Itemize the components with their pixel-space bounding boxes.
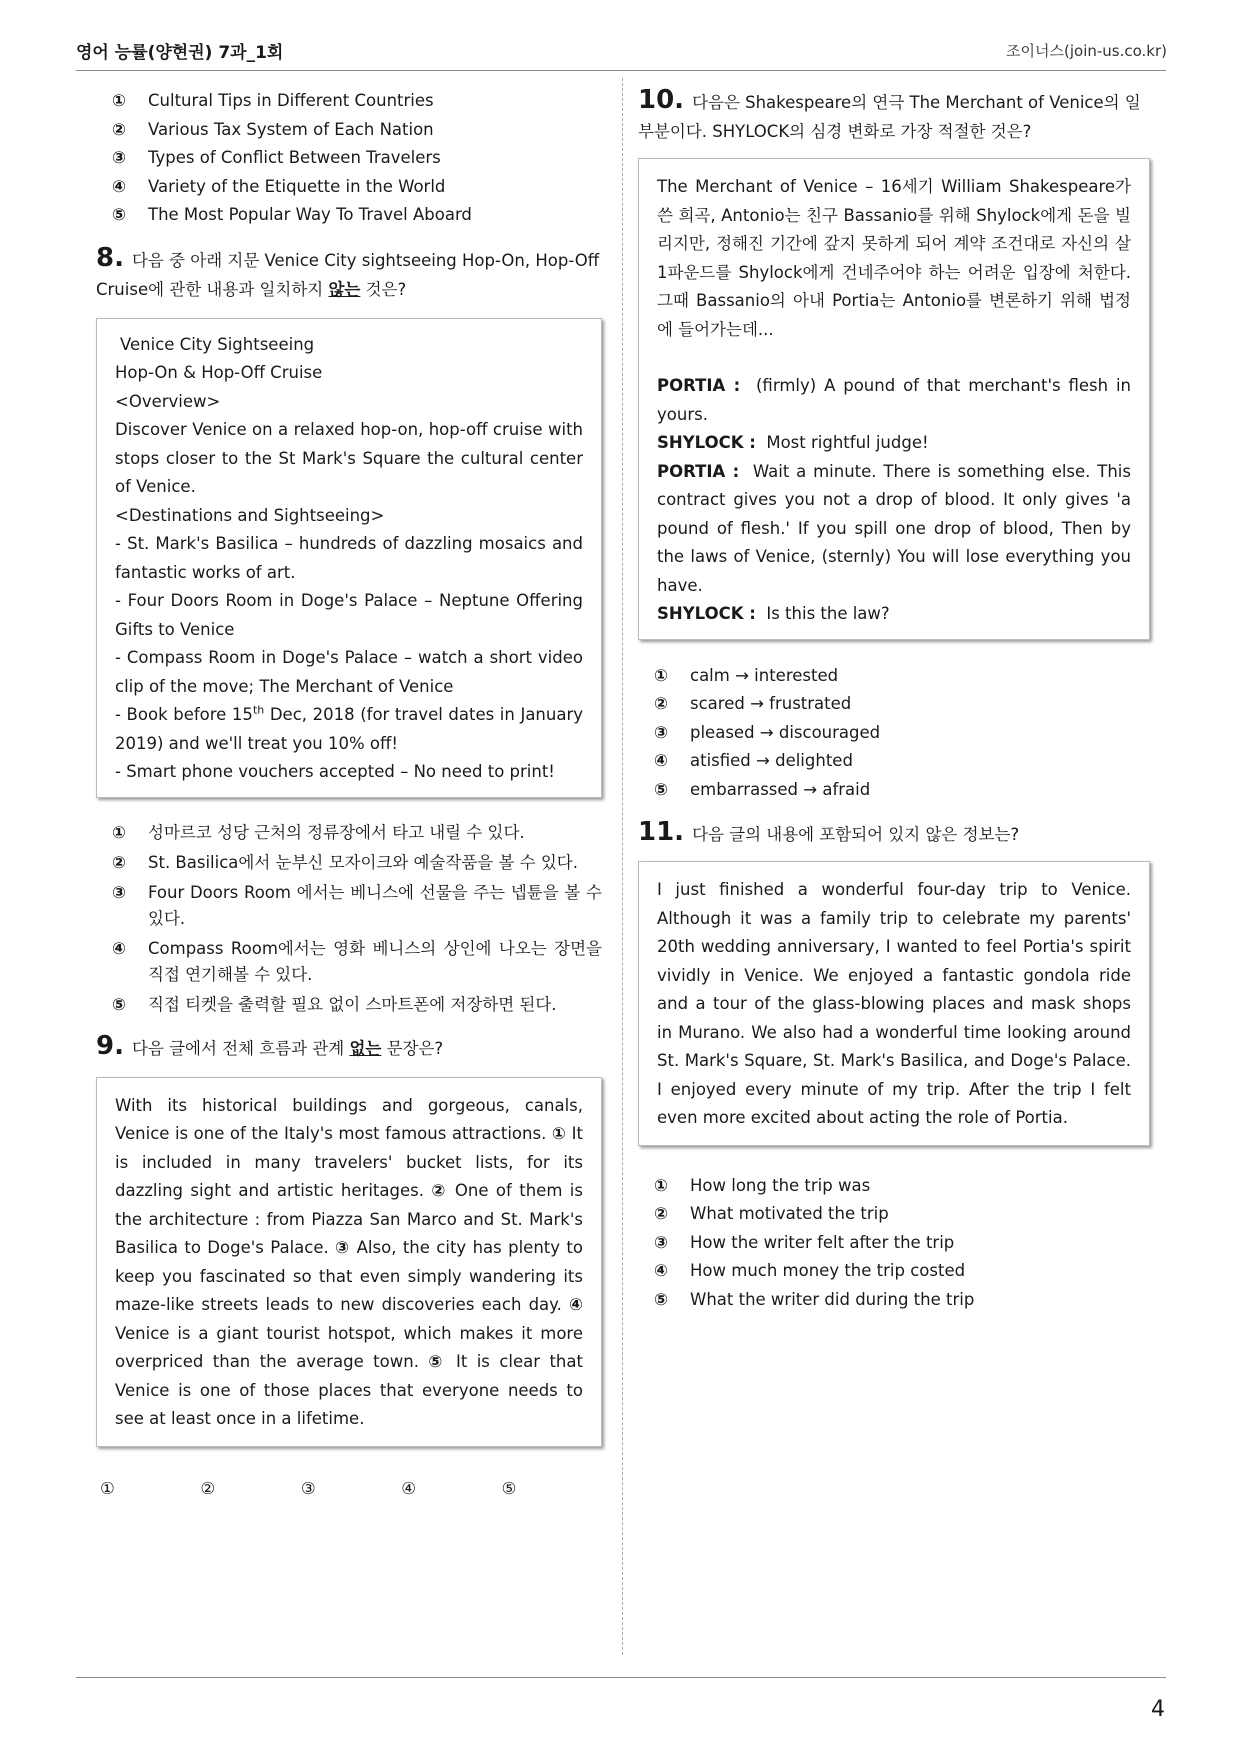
q10-option[interactable]: ⑤ embarrassed → afraid (654, 779, 871, 799)
q8-option[interactable]: ① 성마르코 성당 근처의 정류장에서 타고 내릴 수 있다. (112, 822, 525, 842)
q11-passage-box: I just finished a wonderful four-day trip to Venice. Although it was a family trip to celebrate my parents' 20th wedding anniversary, I wanted to feel Portia's spirit vividly in Venice. We enjoyed a fantastic gondola ride and a tour of the glass-blowing places and mask shops in Murano. We also had a wonderful time looking around St. Mark's Square, St. Mark's Basilica, and Doge's Palace. I enjoyed every minute of my trip. After the trip I felt even more excited about acting the role of Portia. (638, 861, 1150, 1146)
q7-option[interactable]: ② Various Tax System of Each Nation (112, 119, 434, 139)
q8-options (96, 820, 602, 1018)
q10-option[interactable]: ② scared → frustrated (654, 694, 852, 713)
q8-option[interactable]: ③ Four Doors Room 에서는 베니스에 선물을 주는 넵튠을 볼 수 있다. (112, 882, 602, 928)
q10-options (638, 662, 1150, 805)
q8-prompt: 8. 다음 중 아래 지문 Venice City sightseeing Hop-On, Hop-Off Cruise에 관한 내용과 일치하지 않는 것은? (96, 242, 600, 299)
q7-option[interactable]: ③ Types of Conflict Between Travelers (112, 148, 441, 167)
answer-choice[interactable]: ③ (300, 1478, 316, 1498)
q11-option[interactable]: ③ How the writer felt after the trip (654, 1232, 955, 1252)
q9-passage-box: With its historical buildings and gorgeous, canals, Venice is one of the Italy's most famous attractions. ① It is included in many travelers' bucket lists, for its dazzling sight and artistic heritages. ② One of them is the architecture : from Piazza San Marco and St. Mark's Basilica to Doge's Palace. ③ Also, the city has plenty to keep you fascinated so that even simply wandering its maze-like streets leads to new discoveries each day. ④ Venice is a giant tourist hotspot, which makes it more overpriced than the average town. ⑤ It is clear that Venice is one of those places that everyone needs to see at least once in a lifetime. (96, 1077, 602, 1447)
left-column (96, 87, 602, 1503)
document-title: 영어 능률(양현권) 7과_1회 (76, 43, 284, 63)
q10-option[interactable]: ③ pleased → discouraged (654, 722, 881, 742)
q11-option[interactable]: ④ How much money the trip costed (654, 1261, 966, 1280)
q10-passage-box: The Merchant of Venice – 16세기 William Shakespeare가 쓴 희곡, Antonio는 친구 Bassanio를 위해 Shylock에게 돈을 빌리지만, 정해진 기간에 갚지 못하게 되어 계약 조건대로 자신의 살 1파운드를 Shylock에게 건네주어야 하는 어려운 입장에 처한다. 그때 Bassanio의 아내 Portia는 Antonio를 변론하기 위해 법정에 들어가는데... PORTIA : (firmly) A pound of that merchant's flesh in yours. SHYLOCK : Most rightful judge! PORTIA : Wait a minute. There is something else. This contract gives you not a drop of blood. It only gives 'a pound of flesh.' If you spill one drop of blood, Then by the laws of Venice, (sternly) You will lose everything you have. SHYLOCK : Is this the law? (638, 158, 1150, 640)
q8-option[interactable]: ② St. Basilica에서 눈부신 모자이크와 예술작품을 볼 수 있다. (112, 852, 578, 872)
footer-divider (76, 1677, 1166, 1678)
q10-option[interactable]: ① calm → interested (654, 665, 839, 685)
header-divider (76, 70, 1166, 71)
q11-prompt: 11. 다음 글의 내용에 포함되어 있지 않은 정보는? (638, 817, 1020, 847)
q7-option[interactable]: ④ Variety of the Etiquette in the World (112, 176, 446, 196)
column-divider (622, 78, 623, 1655)
page-number: 4 (1151, 1697, 1165, 1722)
answer-choice[interactable]: ④ (401, 1478, 417, 1498)
q8-option[interactable]: ④ Compass Room에서는 영화 베니스의 상인에 나오는 장면을 직접 연기해볼 수 있다. (112, 938, 602, 984)
q7-options (96, 87, 602, 230)
q8-option[interactable]: ⑤ 직접 티켓을 출력할 필요 없이 스마트폰에 저장하면 된다. (112, 994, 557, 1014)
q9-answer-row (96, 1475, 602, 1504)
q7-option[interactable]: ① Cultural Tips in Different Countries (112, 91, 434, 110)
q8-passage-box: Venice City Sightseeing Hop-On & Hop-Off Cruise <Overview> Discover Venice on a relaxed hop-on, hop-off cruise with stops closer to the St Mark's Square the cultural center of Venice. <Destinations and Sightseeing> - St. Mark's Basilica – hundreds of dazzling mosaics and fantastic works of art. - Four Doors Room in Doge's Palace – Neptune Offering Gifts to Venice - Compass Room in Doge's Palace – watch a short video clip of the move; The Merchant of Venice - Book before 15th Dec, 2018 (for travel dates in January 2019) and we'll treat you 10% off! - Smart phone vouchers accepted – No need to print! (96, 318, 602, 798)
q11-option[interactable]: ① How long the trip was (654, 1175, 871, 1195)
answer-choice[interactable]: ② (200, 1478, 216, 1498)
right-column (638, 86, 1150, 1314)
q10-option[interactable]: ④ atisfied → delighted (654, 751, 853, 770)
q11-option[interactable]: ⑤ What the writer did during the trip (654, 1289, 975, 1309)
source-label: 조이너스(join-us.co.kr) (1006, 42, 1167, 60)
q11-options (638, 1172, 1150, 1315)
answer-choice[interactable]: ⑤ (501, 1478, 517, 1498)
q11-option[interactable]: ② What motivated the trip (654, 1204, 889, 1223)
answer-choice[interactable]: ① (100, 1478, 115, 1498)
q7-option[interactable]: ⑤ The Most Popular Way To Travel Aboard (112, 205, 472, 224)
q9-prompt: 9. 다음 글에서 전체 흐름과 관계 없는 문장은? (96, 1030, 444, 1061)
q10-prompt: 10. 다음은 Shakespeare의 연극 The Merchant of Venice의 일부분이다. SHYLOCK의 심경 변화로 가장 적절한 것은? (638, 85, 1141, 141)
